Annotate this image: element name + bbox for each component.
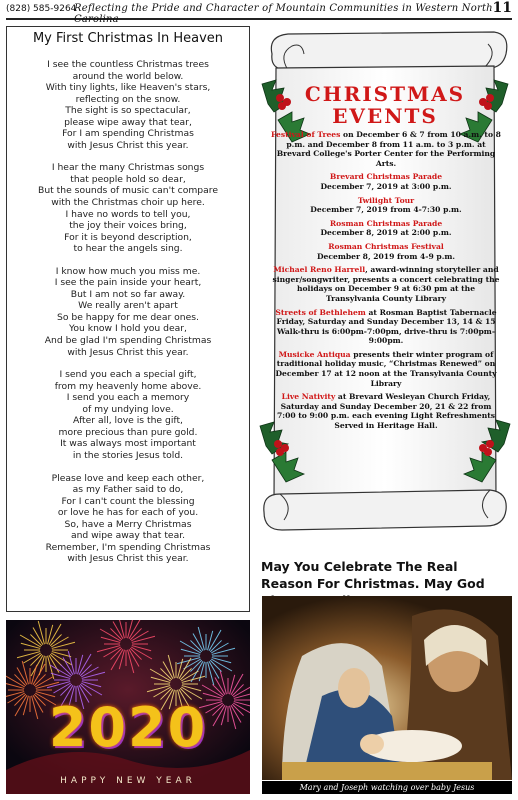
event-name: Twilight Tour: [357, 195, 415, 205]
poem-stanza: [7, 162, 249, 254]
poem-box: [6, 26, 250, 612]
event-item: [270, 392, 502, 430]
year-2020-text: 2020: [48, 696, 208, 759]
event-item: [270, 172, 502, 191]
page-number: 11: [492, 0, 512, 16]
poem-stanza: [7, 266, 249, 358]
event-details: December 8, 2019 at 2:00 p.m.: [320, 228, 452, 238]
poem-line: around the world below.: [72, 70, 184, 82]
poem-line: You know I hold you dear,: [69, 323, 187, 335]
event-name: Michael Reno Harrell: [273, 265, 366, 275]
poem-line: with Jesus Christ this year.: [67, 553, 189, 565]
poem-line: After all, love is the gift,: [73, 415, 183, 427]
poem-line: from my heavenly home above.: [54, 380, 202, 392]
poem-line: that people hold so dear,: [70, 173, 186, 185]
poem-line: and wipe away that tear.: [70, 530, 186, 542]
christmas-events-scroll: [258, 24, 512, 554]
poem-line: For I am spending Christmas: [62, 128, 194, 140]
poem-line: Remember, I'm spending Christmas: [45, 541, 211, 553]
poem-line: But I am not so far away.: [70, 288, 186, 300]
poem-stanza: [7, 369, 249, 461]
newspaper-tagline: Reflecting the Pride and Character of Mountain Communities in Western North Carolina: [74, 3, 493, 25]
event-name: Streets of Bethlehem: [275, 307, 366, 317]
poem-line: For it is beyond description,: [64, 231, 192, 243]
event-name: Rosman Christmas Festival: [328, 241, 444, 251]
poem-line: The sight is so spectacular,: [65, 105, 191, 117]
event-name: Musicke Antiqua: [278, 349, 351, 359]
poem-line: with the Christmas choir up here.: [51, 197, 205, 209]
event-details: December 8, 2019 from 4-9 p.m.: [316, 251, 456, 261]
event-item: [270, 130, 502, 168]
poem-line: I know how much you miss me.: [55, 265, 201, 277]
poem-line: I send you each a special gift,: [59, 369, 197, 381]
nativity-headline: May You Celebrate The Real Reason For Christmas. May God: [261, 559, 485, 591]
event-details: at Brevard Wesleyan Church Friday, Saturday and Sunday December 20, 21 & 22 from 7:00 to 9:00 p.m. each evening Light Refreshments Served in Heritage Hall.: [277, 392, 495, 431]
page-header: [6, 0, 512, 25]
poem-line: with Jesus Christ this year.: [67, 139, 189, 151]
nativity-image: [262, 596, 512, 780]
poem-line: please wipe away that tear,: [64, 116, 192, 128]
poem-line: I see the countless Christmas trees: [47, 59, 209, 70]
poem-line: Please love and keep each other,: [51, 472, 205, 484]
poem-line: I hear the many Christmas songs: [51, 162, 205, 174]
event-item: [270, 265, 502, 303]
nativity-caption: Mary and Joseph watching over baby Jesus: [262, 781, 512, 794]
poem-line: We really aren't apart: [78, 300, 178, 312]
event-name: Brevard Christmas Parade: [329, 172, 443, 182]
poem-line: I have no words to tell you,: [65, 208, 191, 220]
event-item: [270, 308, 502, 346]
poem-line: or love he has for each of you.: [57, 507, 199, 519]
event-name: Rosman Christmas Parade: [329, 218, 443, 228]
poem-line: So be happy for me dear ones.: [57, 311, 199, 323]
poem-line: more precious than pure gold.: [58, 426, 198, 438]
poem-line: And be glad I'm spending Christmas: [44, 335, 212, 347]
poem-line: I send you each a memory: [66, 392, 190, 404]
poem-line: with Jesus Christ this year.: [67, 346, 189, 358]
poem-line: of my undying love.: [82, 403, 174, 415]
nativity-painting: [262, 596, 512, 780]
events-title-line1: CHRISTMAS: [304, 82, 466, 106]
poem-line: reflecting on the snow.: [75, 93, 181, 105]
poem-line: So, have a Merry Christmas: [64, 518, 192, 530]
poem-line: to hear the angels sing.: [73, 243, 183, 255]
poem-stanza: [7, 473, 249, 565]
poem-line: I see the pain inside your heart,: [54, 277, 202, 289]
event-item: [270, 219, 502, 238]
happy-new-year-text: HAPPY NEW YEAR: [60, 776, 196, 786]
event-details: presents their winter program of traditional holiday music, “Christmas Renewed” on December 17 at 12 noon at the Transylvania County Library: [275, 349, 497, 388]
event-details: December 7, 2019 from 4-7:30 p.m.: [310, 205, 462, 215]
event-item: [270, 196, 502, 215]
event-details: December 7, 2019 at 3:00 p.m.: [320, 181, 452, 191]
poem-line: It was always most important: [60, 438, 196, 450]
events-title-line2: EVENTS: [332, 104, 438, 128]
event-item: [270, 242, 502, 261]
event-details: on December 6 & 7 from 10 a.m. to 8 p.m. and December 8 from 11 a.m. to 3 p.m. at Brevard College's Porter Center for the Performing Arts.: [276, 130, 501, 168]
poem-stanza: [7, 59, 249, 151]
event-item: [270, 350, 502, 388]
new-year-fireworks-image: [6, 620, 250, 794]
poem-line: For I can't count the blessing: [61, 495, 195, 507]
event-name: Live Nativity: [281, 392, 336, 402]
poem-line: But the sounds of music can't compare: [38, 185, 218, 197]
poem-stanzas: [7, 59, 249, 576]
phone-number: (828) 585-9264: [6, 4, 77, 14]
event-details: at Rosman Baptist Tabernacle Friday, Saturday and Sunday December 13, 14 & 15 Walk-thru is 6:00pm-7:00pm, drive-thru is 7:00pm-9:00pm.: [276, 307, 497, 346]
poem-title: My First Christmas In Heaven: [32, 31, 224, 46]
poem-line: With tiny lights, like Heaven's stars,: [45, 82, 211, 94]
event-details: , award-winning storyteller and singer/songwriter, presents a concert celebrating the holidays on December 9 at 6:30 pm at the Transylvania County Library: [272, 265, 500, 303]
poem-line: as my Father said to do,: [72, 484, 184, 496]
events-list: [270, 130, 502, 435]
poem-line: in the stories Jesus told.: [72, 449, 184, 461]
poem-line: the joy their voices bring,: [69, 220, 187, 232]
event-name: Festival of Trees: [271, 130, 341, 139]
